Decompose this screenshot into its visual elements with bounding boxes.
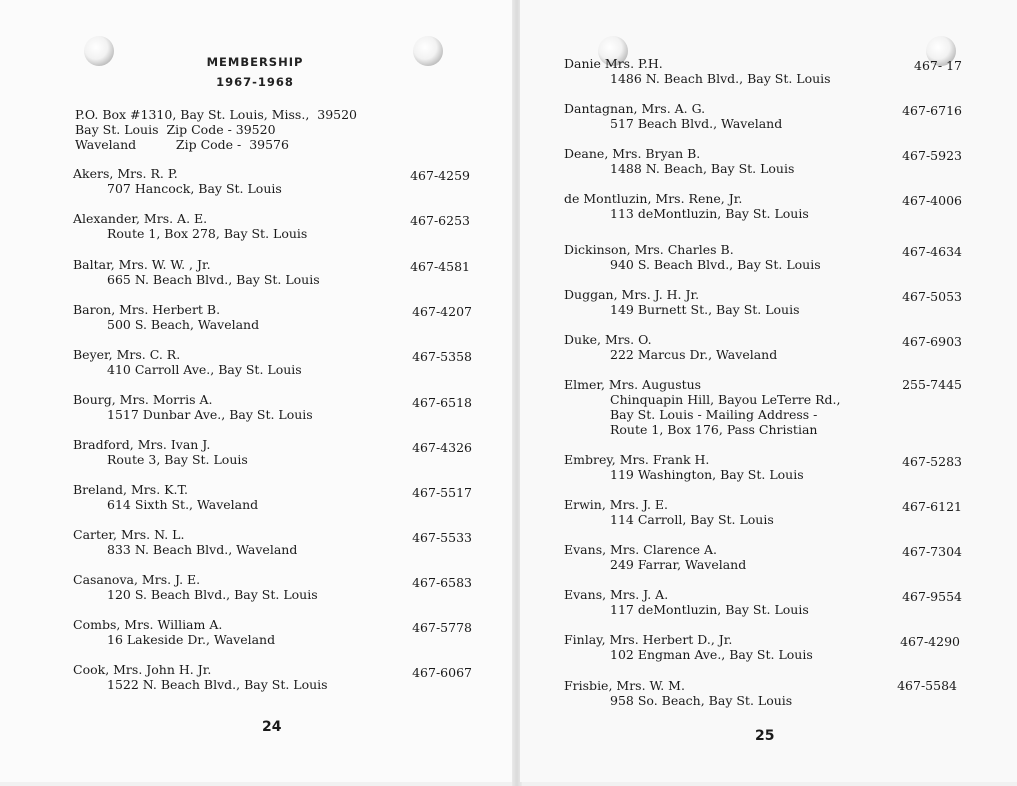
member-entry (564, 587, 809, 617)
member-entry (564, 101, 782, 131)
member-entry (564, 146, 794, 176)
member-address: 707 Hancock, Bay St. Louis (107, 181, 282, 196)
member-address: 833 N. Beach Blvd., Waveland (107, 542, 298, 557)
member-entry (564, 632, 813, 662)
member-phone: 467-6067 (412, 665, 472, 680)
member-address: Bay St. Louis - Mailing Address - (610, 407, 818, 422)
member-entry (564, 56, 831, 86)
member-address: 940 S. Beach Blvd., Bay St. Louis (610, 257, 821, 272)
member-address: 614 Sixth St., Waveland (107, 497, 259, 512)
member-name: Alexander, Mrs. A. E. (73, 211, 208, 226)
member-name: Casanova, Mrs. J. E. (73, 572, 201, 587)
member-name: Duggan, Mrs. J. H. Jr. (564, 287, 700, 302)
member-phone: 467-5283 (902, 454, 962, 469)
member-address: 222 Marcus Dr., Waveland (610, 347, 778, 362)
member-name: Combs, Mrs. William A. (73, 617, 223, 632)
address-line: Waveland Zip Code - 39576 (75, 137, 289, 152)
member-address: Route 3, Bay St. Louis (107, 452, 248, 467)
member-name: Deane, Mrs. Bryan B. (564, 146, 701, 161)
member-phone: 467-6903 (902, 334, 962, 349)
member-entry (73, 527, 297, 557)
member-entry (73, 482, 258, 512)
member-phone: 467-4259 (410, 168, 470, 183)
member-name: Embrey, Mrs. Frank H. (564, 452, 710, 467)
member-phone: 467-5053 (902, 289, 962, 304)
member-phone: 467-5778 (412, 620, 472, 635)
page-number: 24 (262, 719, 282, 735)
member-address: 120 S. Beach Blvd., Bay St. Louis (107, 587, 318, 602)
member-phone: 467-5584 (897, 678, 957, 693)
member-name: de Montluzin, Mrs. Rene, Jr. (564, 191, 743, 206)
right-page (520, 0, 1017, 782)
member-address: 117 deMontluzin, Bay St. Louis (610, 602, 809, 617)
member-entry (73, 302, 259, 332)
member-name: Akers, Mrs. R. P. (73, 166, 178, 181)
member-address: 665 N. Beach Blvd., Bay St. Louis (107, 272, 320, 287)
member-entry (73, 166, 282, 196)
member-entry (564, 191, 809, 221)
member-phone: 467-6583 (412, 575, 472, 590)
member-entry (564, 452, 804, 482)
member-name: Baltar, Mrs. W. W. , Jr. (73, 257, 211, 272)
member-address: 958 So. Beach, Bay St. Louis (610, 693, 793, 708)
member-address: 113 deMontluzin, Bay St. Louis (610, 206, 809, 221)
member-phone: 467-9554 (902, 589, 962, 604)
member-name: Carter, Mrs. N. L. (73, 527, 185, 542)
member-entry (564, 242, 821, 272)
member-entry (73, 257, 320, 287)
member-phone: 467-6253 (410, 213, 470, 228)
punch-hole-icon (413, 36, 443, 66)
member-entry (564, 497, 774, 527)
member-entry (564, 332, 777, 362)
member-entry (73, 392, 313, 422)
member-address: Route 1, Box 278, Bay St. Louis (107, 226, 308, 241)
member-entry (73, 617, 275, 647)
member-name: Evans, Mrs. J. A. (564, 587, 669, 602)
member-name: Erwin, Mrs. J. E. (564, 497, 669, 512)
member-address: 16 Lakeside Dr., Waveland (107, 632, 276, 647)
member-phone: 467-4207 (412, 304, 472, 319)
member-entry (73, 662, 328, 692)
member-address: Chinquapin Hill, Bayou LeTerre Rd., (610, 392, 841, 407)
member-phone: 467-4634 (902, 244, 962, 259)
member-phone: 467-7304 (902, 544, 962, 559)
member-phone: 255-7445 (902, 377, 962, 392)
member-address: 149 Burnett St., Bay St. Louis (610, 302, 800, 317)
member-address: Route 1, Box 176, Pass Christian (610, 422, 818, 437)
member-phone: 467-5923 (902, 148, 962, 163)
member-entry (564, 542, 746, 572)
member-address: 102 Engman Ave., Bay St. Louis (610, 647, 813, 662)
member-name: Baron, Mrs. Herbert B. (73, 302, 221, 317)
member-phone: 467-6518 (412, 395, 472, 410)
member-phone: 467-4290 (900, 634, 960, 649)
member-phone: 467-6121 (902, 499, 962, 514)
member-name: Bradford, Mrs. Ivan J. (73, 437, 211, 452)
member-entry (73, 437, 248, 467)
page-number: 25 (755, 728, 775, 744)
member-entry (73, 347, 302, 377)
member-phone: 467-4581 (410, 259, 470, 274)
address-line: P.O. Box #1310, Bay St. Louis, Miss., 39520 (75, 107, 358, 122)
member-phone: 467- 17 (914, 58, 962, 73)
member-name: Elmer, Mrs. Augustus (564, 377, 702, 392)
member-entry (564, 377, 840, 437)
member-name: Beyer, Mrs. C. R. (73, 347, 181, 362)
member-entry (73, 572, 318, 602)
member-entry (73, 211, 307, 241)
member-entry (564, 678, 792, 708)
member-phone: 467-5533 (412, 530, 472, 545)
member-address: 119 Washington, Bay St. Louis (610, 467, 804, 482)
member-address: 114 Carroll, Bay St. Louis (610, 512, 774, 527)
member-name: Dantagnan, Mrs. A. G. (564, 101, 706, 116)
member-phone: 467-4006 (902, 193, 962, 208)
member-address: 517 Beach Blvd., Waveland (610, 116, 783, 131)
member-name: Dickinson, Mrs. Charles B. (564, 242, 734, 257)
member-name: Danie Mrs. P.H. (564, 56, 663, 71)
member-name: Frisbie, Mrs. W. M. (564, 678, 685, 693)
member-address: 1488 N. Beach, Bay St. Louis (610, 161, 795, 176)
member-name: Cook, Mrs. John H. Jr. (73, 662, 212, 677)
address-line: Bay St. Louis Zip Code - 39520 (75, 122, 276, 137)
member-address: 410 Carroll Ave., Bay St. Louis (107, 362, 302, 377)
member-address: 500 S. Beach, Waveland (107, 317, 260, 332)
member-name: Duke, Mrs. O. (564, 332, 652, 347)
member-address: 1517 Dunbar Ave., Bay St. Louis (107, 407, 313, 422)
member-entry (564, 287, 800, 317)
member-name: Breland, Mrs. K.T. (73, 482, 188, 497)
member-phone: 467-5358 (412, 349, 472, 364)
member-address: 249 Farrar, Waveland (610, 557, 747, 572)
member-name: Finlay, Mrs. Herbert D., Jr. (564, 632, 733, 647)
punch-hole-icon (84, 36, 114, 66)
heading-years: 1967-1968 (216, 75, 294, 89)
member-phone: 467-4326 (412, 440, 472, 455)
heading-title: MEMBERSHIP (206, 55, 304, 69)
member-phone: 467-5517 (412, 485, 472, 500)
member-name: Bourg, Mrs. Morris A. (73, 392, 213, 407)
member-phone: 467-6716 (902, 103, 962, 118)
member-address: 1522 N. Beach Blvd., Bay St. Louis (107, 677, 328, 692)
member-address: 1486 N. Beach Blvd., Bay St. Louis (610, 71, 831, 86)
member-name: Evans, Mrs. Clarence A. (564, 542, 717, 557)
